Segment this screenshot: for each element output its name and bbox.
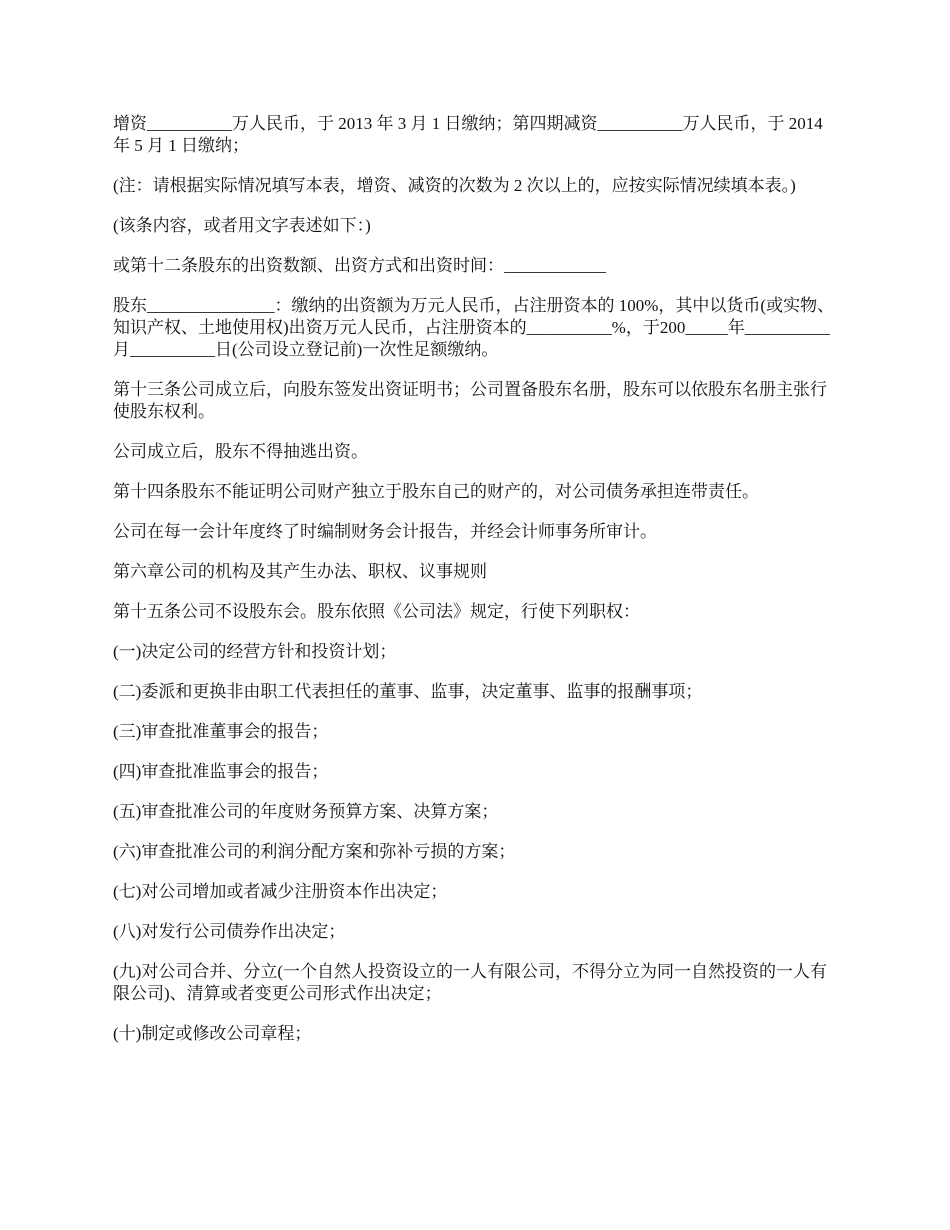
para-no-withdrawal: 公司成立后，股东不得抽逃出资。 <box>113 442 368 461</box>
para-chapter-6: 第六章公司的机构及其产生办法、职权、议事规则 <box>113 562 487 581</box>
document-page <box>113 113 841 1063</box>
para-item-8: (八)对发行公司债券作出决定； <box>113 922 346 941</box>
para-capital-schedule: 增资__________万人民币，于 2013 年 3 月 1 日缴纳；第四期减资__________万人民币，于 2014 年 5 月 1 日缴纳； <box>113 114 823 155</box>
para-annual-report: 公司在每一会计年度终了时编制财务会计报告，并经会计师事务所审计。 <box>113 522 657 541</box>
para-article-15: 第十五条公司不设股东会。股东依照《公司法》规定，行使下列职权： <box>113 602 640 621</box>
para-item-3: (三)审查批准董事会的报告； <box>113 722 329 741</box>
para-note-fill-form: (注：请根据实际情况填写本表，增资、减资的次数为 2 次以上的，应按实际情况续填本表。) <box>113 176 796 195</box>
para-item-6: (六)审查批准公司的利润分配方案和弥补亏损的方案； <box>113 842 516 861</box>
para-alt-wording: (该条内容，或者用文字表述如下：) <box>113 216 371 235</box>
para-article-12: 或第十二条股东的出资数额、出资方式和出资时间：____________ <box>113 256 606 275</box>
para-article-14: 第十四条股东不能证明公司财产独立于股东自己的财产的，对公司债务承担连带责任。 <box>113 482 759 501</box>
para-item-9: (九)对公司合并、分立(一个自然人投资设立的一人有限公司，不得分立为同一自然投资的一人有限公司)、清算或者变更公司形式作出决定； <box>113 962 827 1003</box>
para-item-10: (十)制定或修改公司章程； <box>113 1024 312 1043</box>
para-item-5: (五)审查批准公司的年度财务预算方案、决算方案； <box>113 802 499 821</box>
para-shareholder-contribution: 股东_______________：缴纳的出资额为万元人民币，占注册资本的 100%，其中以货币(或实物、知识产权、土地使用权)出资万元人民币，占注册资本的__________%，于200_____年__________月__________日(公司设立登记前)一次性足额缴纳。 <box>113 296 835 359</box>
para-item-1: (一)决定公司的经营方针和投资计划； <box>113 642 397 661</box>
para-item-2: (二)委派和更换非由职工代表担任的董事、监事，决定董事、监事的报酬事项； <box>113 682 703 701</box>
para-item-4: (四)审查批准监事会的报告； <box>113 762 329 781</box>
para-article-13: 第十三条公司成立后，向股东签发出资证明书；公司置备股东名册，股东可以依股东名册主张行使股东权利。 <box>113 380 827 421</box>
para-item-7: (七)对公司增加或者减少注册资本作出决定； <box>113 882 448 901</box>
